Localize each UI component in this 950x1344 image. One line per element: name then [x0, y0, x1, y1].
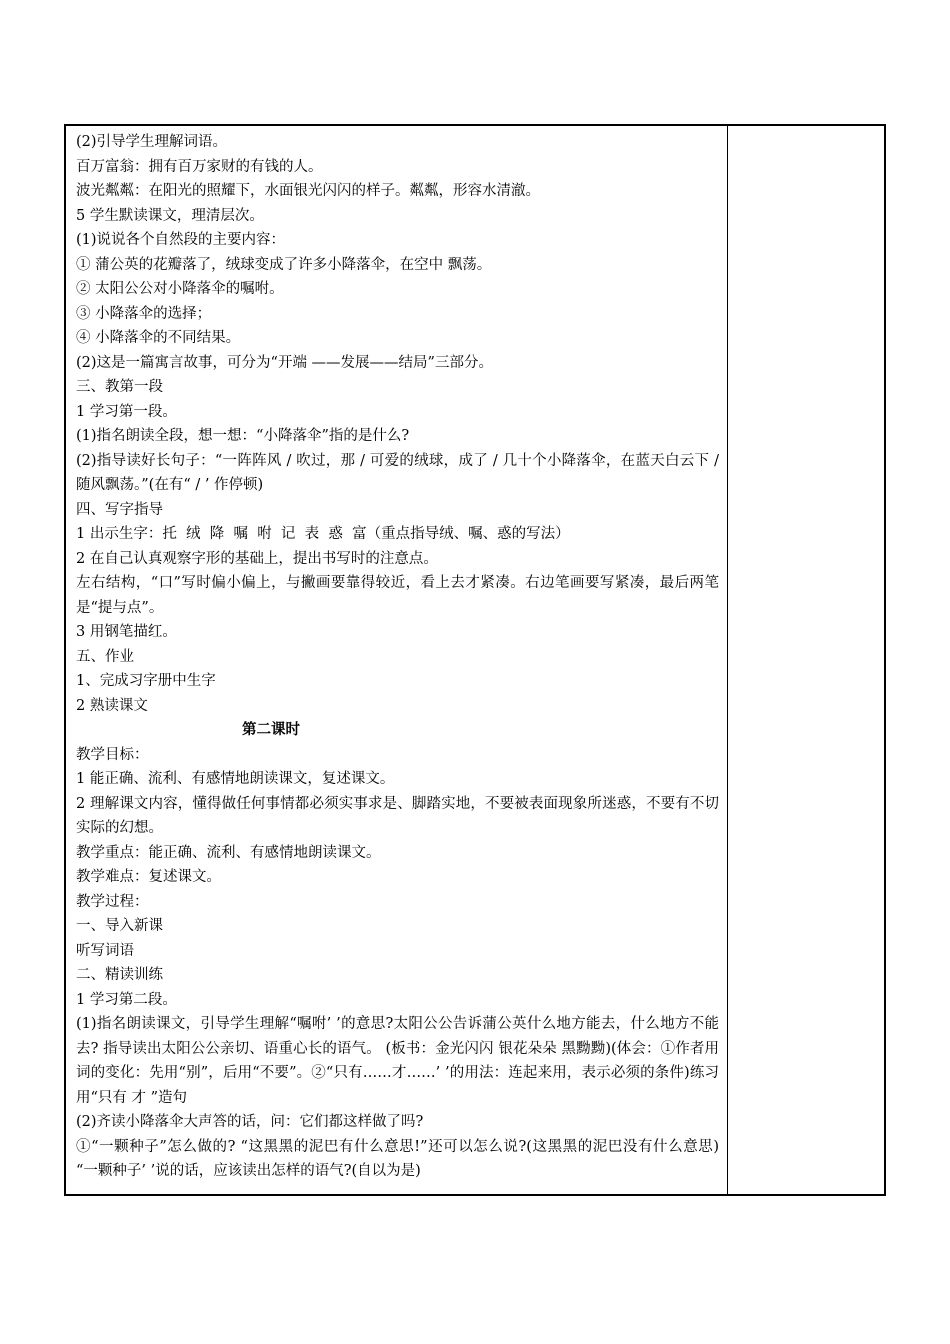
text-line: ① 蒲公英的花瓣落了，绒球变成了许多小降落伞，在空中 飘荡。 [76, 256, 492, 273]
text-line: 1 学习第一段。 [76, 403, 177, 420]
text-line: 教学目标： [76, 746, 149, 763]
notes-cell [728, 126, 884, 1194]
text-line: 百万富翁：拥有百万家财的有钱的人。 [76, 158, 323, 175]
text-line: ④ 小降落伞的不同结果。 [76, 330, 241, 346]
text-line: 听写词语 [76, 942, 134, 959]
text-line: (2)这是一篇寓言故事，可分为“开端 ——发展——结局”三部分。 [76, 354, 493, 371]
text-line: ③ 小降落伞的选择； [76, 305, 212, 322]
lesson-content-cell [66, 126, 728, 1194]
text-line: 波光粼粼：在阳光的照耀下，水面银光闪闪的样子。粼粼，形容水清澈。 [76, 183, 540, 199]
text-line: 1 出示生字：托 绒 降 嘱 咐 记 表 惑 富（重点指导绒、嘱、惑的写法） [76, 526, 570, 542]
lesson-period-title: 第二课时 [242, 721, 300, 738]
section-heading: 五、作业 [76, 648, 134, 665]
text-line: 1 能正确、流利、有感情地朗读课文，复述课文。 [76, 771, 395, 787]
section-heading: 三、教第一段 [76, 379, 163, 395]
text-line: 教学过程： [76, 893, 149, 910]
text-line: (1)说说各个自然段的主要内容： [76, 232, 286, 248]
text-line: 教学难点：复述课文。 [76, 869, 221, 885]
text-paragraph: 2 理解课文内容，懂得做任何事情都必须实事求是、脚踏实地，不要被表面现象所迷惑，不要有不切实际的幻想。 [76, 795, 719, 836]
section-heading: 一、导入新课 [76, 918, 163, 934]
section-heading: 二、精读训练 [76, 967, 163, 983]
text-line: 1 学习第二段。 [76, 991, 177, 1008]
text-line: 3 用钢笔描红。 [76, 624, 177, 640]
section-heading: 四、写字指导 [76, 501, 163, 518]
text-line: 教学重点：能正确、流利、有感情地朗读课文。 [76, 844, 381, 861]
text-line: (2)齐读小降落伞大声答的话，问：它们都这样做了吗? [76, 1114, 424, 1130]
text-line: 2 在自己认真观察字形的基础上，提出书写时的注意点。 [76, 550, 438, 567]
text-paragraph: (2)指导读好长句子：“一阵阵风 / 吹过，那 / 可爱的绒球，成了 / 几十个小降落伞，在蓝天白云下 / 随风飘荡。”(在有“ / ’ 作停顿) [76, 452, 719, 493]
text-line: (1)指名朗读全段，想一想：“小降落伞”指的是什么? [76, 428, 410, 444]
text-paragraph: ①“一颗种子”怎么做的? “这黑黑的泥巴有什么意思!”还可以怎么说?(这黑黑的泥巴没有什么意思) “一颗种子’ ’说的话，应该读出怎样的语气?(自以为是) [76, 1138, 719, 1179]
text-line: ② 太阳公公对小降落伞的嘱咐。 [76, 281, 284, 297]
text-paragraph: 左右结构，“口”写时偏小偏上，与撇画要靠得较近，看上去才紧凑。右边笔画要写紧凑，最后两笔是“提与点”。 [76, 575, 719, 616]
lesson-text [66, 126, 727, 1184]
lesson-plan-table [64, 124, 886, 1196]
text-line: 5 学生默读课文，理清层次。 [76, 207, 264, 224]
text-line: (2)引导学生理解词语。 [76, 134, 228, 150]
text-paragraph: (1)指名朗读课文，引导学生理解“嘱咐’ ’的意思?太阳公公告诉蒲公英什么地方能去，什么地方不能去? 指导读出太阳公公亲切、语重心长的语气。 (板书：金光闪闪 银花朵朵 黑黝黝)(体会：①作者用词的变化：先用“别”，后用“不要”。②“只有……才……’ ’的用法：连起来用，表示必须的条件)练习用“只有 才 ”造句 [76, 1016, 719, 1106]
text-line: 1、完成习字册中生字 [76, 673, 216, 689]
text-line: 2 熟读课文 [76, 697, 148, 714]
